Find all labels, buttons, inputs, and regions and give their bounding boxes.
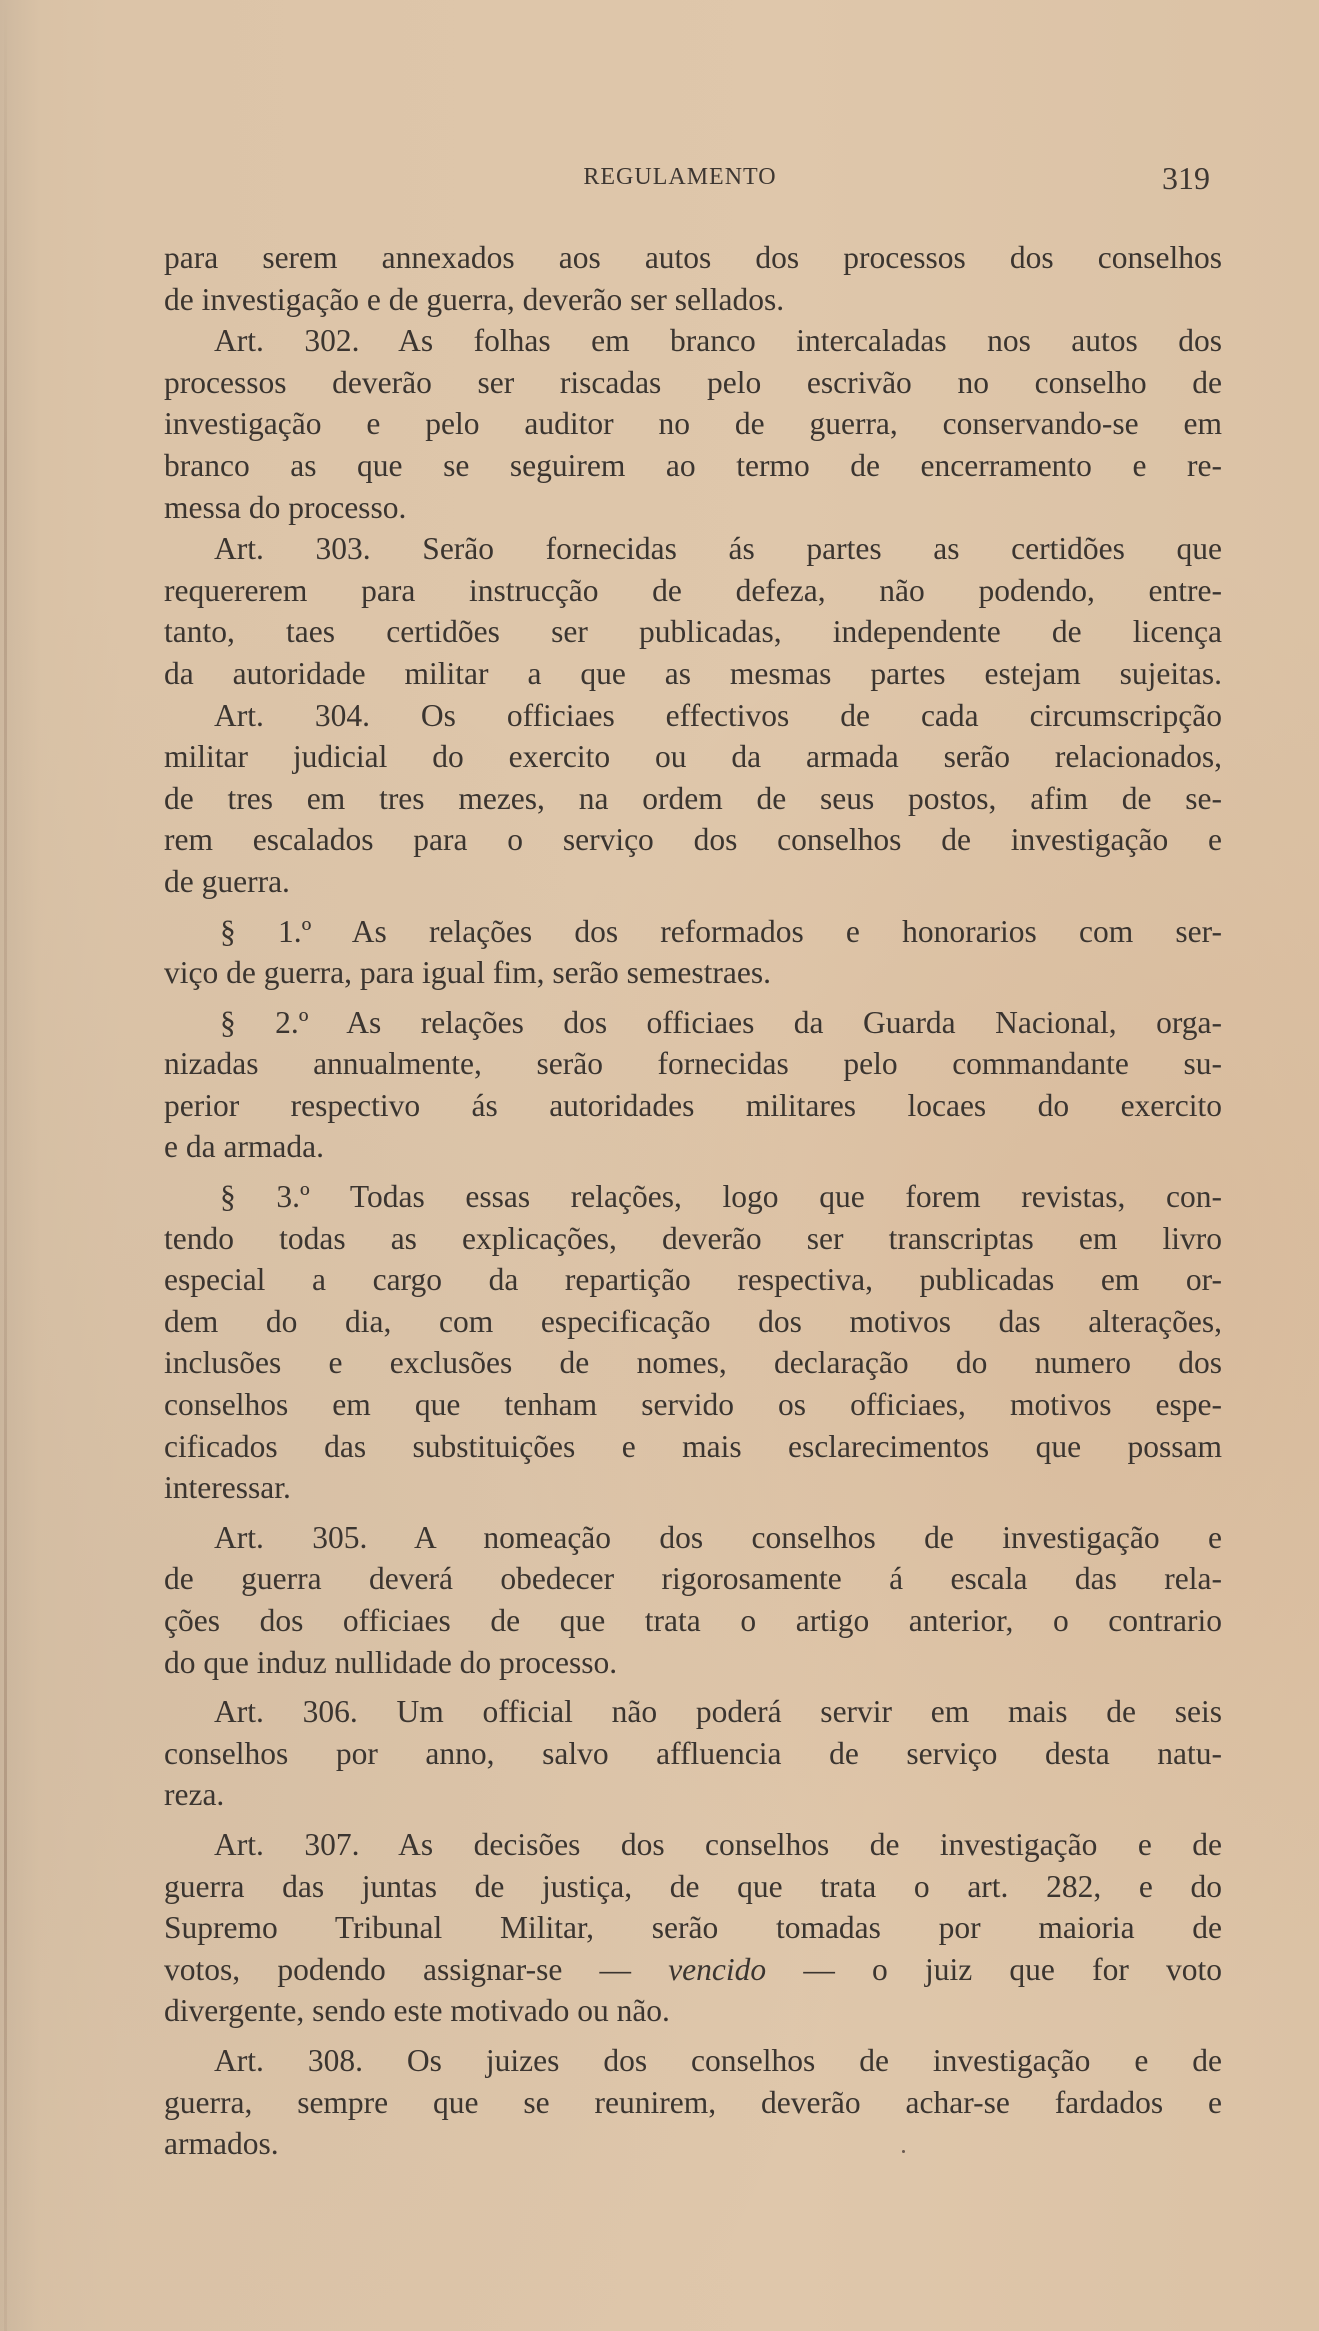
text-line: guerra das juntas de justiça, de que trata o art. 282, e do bbox=[164, 1868, 1222, 1904]
text-line: inclusões e exclusões de nomes, declaração do numero dos bbox=[164, 1345, 1222, 1381]
paragraph-art-302 bbox=[164, 320, 1222, 528]
text-line: para serem annexados aos autos dos processos dos conselhos bbox=[164, 240, 1222, 275]
text-line: de guerra. bbox=[164, 863, 290, 899]
text-line: viço de guerra, para igual fim, serão semestraes. bbox=[164, 955, 771, 991]
text-line: § 1.º As relações dos reformados e honorarios com ser- bbox=[220, 913, 1222, 949]
text-line: conselhos por anno, salvo affluencia de serviço desta natu- bbox=[164, 1735, 1222, 1771]
text-line: e da armada. bbox=[164, 1129, 325, 1165]
text-line: Art. 303. Serão fornecidas ás partes as certidões que bbox=[214, 531, 1222, 567]
text-line: votos, podendo assignar-se — vencido — o juiz que for voto bbox=[164, 1951, 1222, 1987]
running-head bbox=[150, 160, 1210, 200]
text-line: especial a cargo da repartição respectiva, publicadas em or- bbox=[164, 1262, 1222, 1298]
text-line: Art. 302. As folhas em branco intercaladas nos autos dos bbox=[214, 323, 1222, 359]
paragraph-art-304-section-1 bbox=[164, 911, 1222, 994]
text-line: messa do processo. bbox=[164, 489, 407, 525]
paragraph-art-308 bbox=[164, 2040, 1222, 2165]
text-line: do que induz nullidade do processo. bbox=[164, 1644, 618, 1680]
text-line: guerra, sempre que se reunirem, deverão achar-se fardados e bbox=[164, 2084, 1222, 2120]
text-line: Art. 306. Um official não poderá servir em mais de seis bbox=[214, 1694, 1222, 1730]
text-line: cificados das substituições e mais esclarecimentos que possam bbox=[164, 1428, 1222, 1464]
paragraph-art-305 bbox=[164, 1517, 1222, 1683]
paragraph-art-304-section-2 bbox=[164, 1002, 1222, 1168]
italic-term: vencido bbox=[668, 1951, 767, 1987]
text-line: divergente, sendo este motivado ou não. bbox=[164, 1993, 670, 2029]
text-line: § 3.º Todas essas relações, logo que forem revistas, con- bbox=[220, 1179, 1222, 1215]
print-speck bbox=[902, 2150, 905, 2153]
text-line: perior respectivo ás autoridades militares locaes do exercito bbox=[164, 1087, 1222, 1123]
text-line: Art. 308. Os juizes dos conselhos de investigação e de bbox=[214, 2042, 1222, 2078]
text-line: ções dos officiaes de que trata o artigo anterior, o contrario bbox=[164, 1603, 1222, 1638]
text-line: rem escalados para o serviço dos conselhos de investigação e bbox=[164, 822, 1222, 858]
text-line: conselhos em que tenham servido os officiaes, motivos espe- bbox=[164, 1387, 1222, 1423]
text-line: de tres em tres mezes, na ordem de seus postos, afim de se- bbox=[164, 780, 1222, 816]
running-title: REGULAMENTO bbox=[583, 164, 777, 190]
text-line: branco as que se seguirem ao termo de encerramento e re- bbox=[164, 447, 1222, 483]
text-line: investigação e pelo auditor no de guerra, conservando-se em bbox=[164, 406, 1222, 442]
text-line: nizadas annualmente, serão fornecidas pelo commandante su- bbox=[164, 1046, 1222, 1082]
paragraph-art-304 bbox=[164, 695, 1222, 903]
paragraph-art-304-section-3 bbox=[164, 1176, 1222, 1509]
text-line: tendo todas as explicações, deverão ser transcriptas em livro bbox=[164, 1220, 1222, 1256]
paragraph-art-306 bbox=[164, 1691, 1222, 1816]
paragraph-art-307 bbox=[164, 1824, 1222, 2032]
text-line: interessar. bbox=[164, 1470, 291, 1506]
body-text bbox=[164, 237, 1222, 2165]
text-line: de guerra deverá obedecer rigorosamente á escala das rela- bbox=[164, 1561, 1222, 1597]
paragraph-art-303 bbox=[164, 528, 1222, 694]
text-line: armados. bbox=[164, 2126, 279, 2162]
text-line: § 2.º As relações dos officiaes da Guarda Nacional, orga- bbox=[220, 1004, 1222, 1040]
text-line: da autoridade militar a que as mesmas partes estejam sujeitas. bbox=[164, 655, 1222, 691]
text-line: processos deverão ser riscadas pelo escrivão no conselho de bbox=[164, 364, 1222, 400]
text-line: Supremo Tribunal Militar, serão tomadas por maioria de bbox=[164, 1910, 1222, 1946]
text-line: Art. 307. As decisões dos conselhos de investigação e de bbox=[214, 1826, 1222, 1862]
page-edge-shadow bbox=[4, 0, 7, 2331]
text-line: reza. bbox=[164, 1777, 225, 1813]
text-line: Art. 305. A nomeação dos conselhos de investigação e bbox=[214, 1519, 1222, 1555]
text-line: militar judicial do exercito ou da armada serão relacionados, bbox=[164, 739, 1222, 775]
text-line: dem do dia, com especificação dos motivos das alterações, bbox=[164, 1303, 1222, 1339]
text-line: de investigação e de guerra, deverão ser sellados. bbox=[164, 281, 785, 317]
text-line: Art. 304. Os officiaes effectivos de cada circumscripção bbox=[214, 697, 1222, 733]
text-line: requererem para instrucção de defeza, não podendo, entre- bbox=[164, 572, 1222, 608]
paragraph-art-301-continuation bbox=[164, 237, 1222, 320]
page-number: 319 bbox=[1162, 160, 1210, 196]
text-line: tanto, taes certidões ser publicadas, independente de licença bbox=[164, 614, 1222, 650]
